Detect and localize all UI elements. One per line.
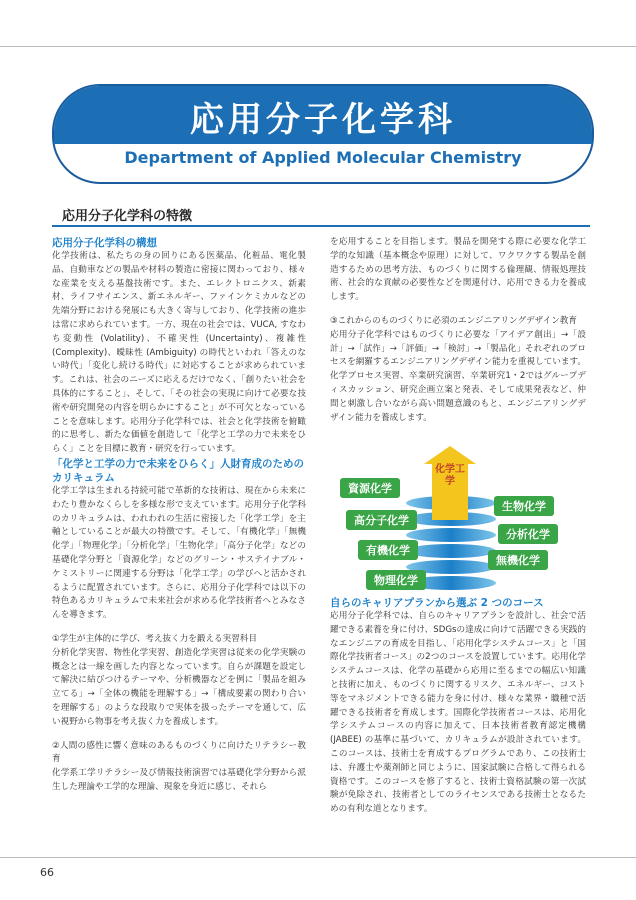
page-subtitle: Department of Applied Molecular Chemistry [124,148,522,167]
left-column [52,236,306,795]
heading-concept: 応用分子化学科の構想 [52,237,157,249]
tag-inorganic-chem: 無機化学 [488,550,548,570]
heading-curriculum: 「化学と工学の力で未来をひらく」人財育成のためのカリキュラム [52,457,304,484]
paragraph-concept: 化学技術は、私たちの身の回りにある医薬品、化粧品、電化製品、自動車などの製品や材料の製造に密接に関わっており、様々な産業を支える基盤技術です。また、エレクトロニクス、新素材、ライフサイエンス、新エネルギー、ファインケミカルなどの先端分野における発展にも大きく寄与しており、化学技術の進歩は常に求められています。一方、現在の社会では、VUCA, すなわち変動性 (Volatility)、不確実性 (Uncertainty)、複雑性 (Complexity)、曖昧性 (Ambiguity) の時代といわれ「答えのない時代」「変化し続ける時代」に対応することが求められています。これは、社会のニーズに応えるだけでなく、「創りたい社会を具体的にすること」、そして、「その社会の実現に向けて必要な技術や研究開発の内容を明らかにすること」が不可欠となっていることを意味します。応用分子化学科では、社会と化学技術を俯瞰的に思考し、新たな価値を創造して「化学と工学の力で未来をひらく」ことを目標に教育・研究を行っています。 [52,251,306,455]
right-column-bottom [330,596,586,817]
item-2-title: ②人間の感性に響く意味のあるものづくりに向けたリテラシー教育 [52,740,306,765]
paragraph-continued: を応用することを目指します。製品を開発する際に必要な化学工学的な知識（基本概念や原理）に対して、ワクワクする製品を創造するための思考方法、ものづくりに関する倫理観、情報処理技術、社会的な貢献の必要性などを関連付け、応用できる力を養成します。 [330,237,586,303]
section-rule [52,225,590,227]
center-label: 化学工学 [435,464,465,487]
tag-analytical-chem: 分析化学 [498,524,558,544]
tag-resource-chem: 資源化学 [340,478,400,498]
item-3-text: 応用分子化学科ではものづくりに必要な「アイデア創出」→「設計」→「試作」→「評価」→「検討」→「製品化」それぞれのプロセスを網羅するエンジニアリングデザイン能力を重視しています。化学プロセス実習、卒業研究演習、卒業研究1・2ではグループディスカッション、研究企画立案と発表、そして成果発表など、仲間と刺激し合いながら高い問題意識のもと、エンジニアリングデザイン能力を養成します。 [330,329,586,423]
heading-courses: 自らのキャリアプランから選ぶ 2 つのコース [330,597,544,609]
tag-polymer-chem: 高分子化学 [346,510,417,530]
page-number: 66 [40,866,54,879]
paragraph-courses: 応用分子化学科では、自らのキャリアプランを設計し、社会で活躍できる素養を身に付け、SDGsの達成に向けて活躍できる実践的なエンジニアの育成を目指し、「応用化学システムコース」と「国際化学技術者コース」の2つのコースを設置しています。応用化学システムコースは、化学の基礎から応用に至るまでの幅広い知識と技術に加え、ものづくりに関するリスク、エネルギー、コスト等をマネジメントできる能力を身に付け、様々な業界・職種で活躍できる技術者を育成します。国際化学技術者コースは、応用化学システムコースの内容に加えて、日本技術者教育認定機構(JABEE) の基準に基づいて、カリキュラムが設計されています。このコースは、技術士を育成するプログラムであり、この技術士は、弁護士や薬剤師と同じように、国家試験に合格して得られる資格です。このコースを修了すると、技術士資格試験の第一次試験が免除され、技術者としてのライセンスである技術士となるための有利な道となります。 [330,611,586,815]
paragraph-curriculum: 化学工学は生まれる持続可能で革新的な技術は、現在から未来にわたり豊かなくらしを多様な形で支えています。応用分子化学科のカリキュラムは、われわれの生活に密接した「化学工学」を主軸としていることが最大の特徴です。そして、「有機化学」「無機化学」「物理化学」「分析化学」「生物化学」「高分子化学」などの基礎化学分野と「資源化学」などのグリーン・サステイナブル・ケミストリーに関連する分野は「化学工学」の学びへと活かされるように配置されています。さらに、応用分子化学科では以下の特色あるカリキュラムで未来社会が求める化学技術者へとみなさんを導きます。 [52,485,306,621]
top-rule [0,46,636,47]
bottom-rule [0,857,636,858]
tag-physical-chem: 物理化学 [366,570,426,590]
tag-organic-chem: 有機化学 [358,540,418,560]
department-banner [52,84,594,184]
page-title: 応用分子化学科 [190,100,456,140]
item-1-text: 分析化学実習、物性化学実習、創造化学実習は従来の化学実験の概念とは一線を画した内容となっています。自らが課題を設定して解決に結びつけるテーマや、分析機器などを例に「製品を組み立てる」→「全体の機能を理解する」→「構成要素の関わり合いを理解する」のような段取りで実体を扱ったテーマを通して、広い視野から物事を考え抜く力を養成します。 [52,647,306,727]
tag-bio-chem: 生物化学 [494,496,554,516]
chemistry-spiral-figure [336,446,572,594]
item-2-text: 化学系工学リテラシー及び情報技術演習では基礎化学分野から派生した理論や工学的な理論、現象を身近に感じ、それら [52,768,306,792]
section-title: 応用分子化学科の特徴 [62,209,193,224]
right-column-top [330,236,586,425]
item-1-title: ①学生が主体的に学び、考え抜く力を鍛える実習科目 [52,633,258,644]
item-3-title: ③これからのものづくりに必須のエンジニアリングデザイン教育 [330,315,577,326]
